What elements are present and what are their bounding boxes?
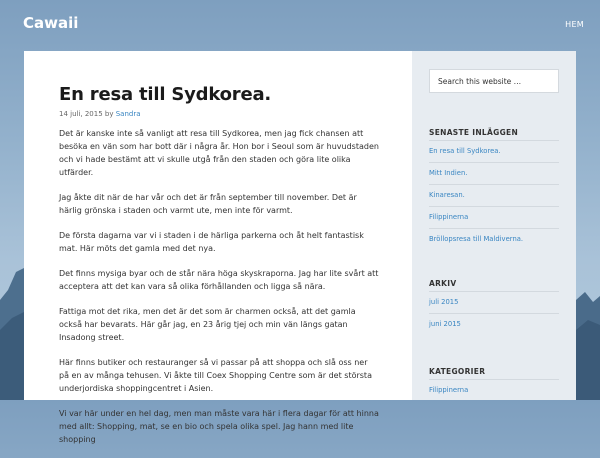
post-paragraph: De första dagarna var vi i staden i de härliga parkerna och åt helt fantastisk mat. Här möts det gamla med det nya. [59,231,364,253]
site-header [0,0,600,50]
post-paragraph: Här finns butiker och restauranger så vi passar på att shoppa och slå oss ner på en av många tehusen. Vi åkte till Coex Shopping Centre som är det största underjordiska shoppingcentret i Asien. [59,358,372,393]
post-paragraph: Vi var här under en hel dag, men man måste vara här i flera dagar för att hinna med allt: Shopping, mat, se en bio och spela olika spel. Jag hann med lite shopping [59,409,379,444]
site-title[interactable]: Cawaii [23,14,79,32]
archive-link[interactable]: juni 2015 [429,320,461,328]
post-paragraph: Det finns mysiga byar och de står nära höga skyskraporna. Jag har lite svårt att acceptera att det kan vara så olika förhållanden och ligga så nära. [59,269,379,291]
recent-post-link[interactable]: Bröllopsresa till Maldiverna. [429,235,524,243]
recent-post-link[interactable]: Kinaresan. [429,185,559,207]
category-link[interactable]: Filippinerna [429,386,469,394]
recent-post-link[interactable]: Filippinerna [429,207,559,229]
post-title[interactable]: En resa till Sydkorea. [59,84,272,105]
post-date: 14 juli, 2015 [59,110,103,118]
post-content [59,127,379,446]
categories-title: KATEGORIER [429,367,486,376]
categories-list [429,380,559,401]
blog-post [59,84,379,458]
recent-post-link[interactable]: Mitt Indien. [429,163,559,185]
post-paragraph: Det är kanske inte så vanligt att resa till Sydkorea, men jag fick chansen att besöka en vän som har bott där i några år. Hon bor i Seoul som är huvudstaden och vi hade bestämt att vi skulle utgå från den staden och göra lite olika utfärder. [59,129,379,177]
archive-list [429,292,559,335]
post-paragraph: Jag åkte dit när de har vår och det är från september till november. Det är härlig grönska i staden och varmt ute, men inte för varmt. [59,193,357,215]
nav-home-link[interactable]: HEM [565,20,584,29]
archive-link[interactable]: juli 2015 [429,292,559,314]
main-content [24,51,412,444]
recent-posts-title: SENASTE INLÄGGEN [429,128,519,137]
sidebar [412,51,576,400]
archive-title: ARKIV [429,279,457,288]
post-paragraph: Fattiga mot det rika, men det är det som är charmen också, att det gamla också har bevarats. Här går jag, en 23 årig tjej och min vän längs gatan Insadong street. [59,307,356,342]
post-by-label: by [104,110,114,118]
recent-posts-list [429,141,559,250]
search-input[interactable] [429,69,559,93]
post-meta [59,110,379,118]
recent-post-link[interactable]: En resa till Sydkorea. [429,141,559,163]
post-author-link[interactable]: Sandra [115,110,141,118]
